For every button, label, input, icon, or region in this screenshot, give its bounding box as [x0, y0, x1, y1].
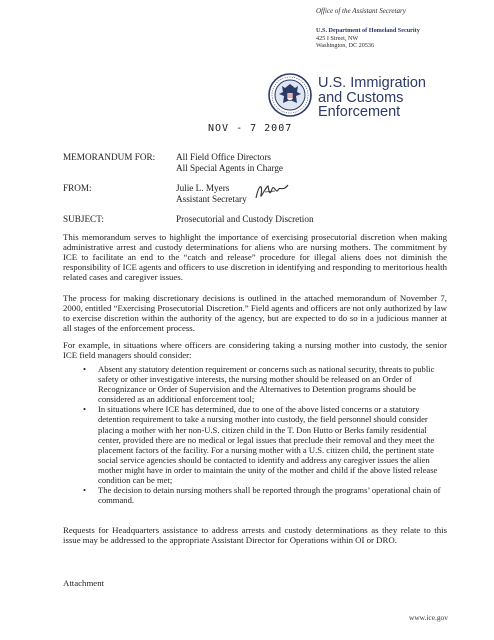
dhs-seal-icon	[268, 73, 312, 117]
list-item-text: Absent any statutory detention requirement or concerns such as national security, threats to public safety or other investigative interests, the nursing mother should be released on an Order of Recognizance or Order of Supervision and the Alternatives to Detention programs should be considered as an additional enforcement tool;	[98, 364, 435, 405]
department-name: U.S. Department of Homeland Security	[316, 27, 420, 34]
sender-title: Assistant Secretary	[176, 193, 247, 204]
paragraph-intro: This memorandum serves to highlight the importance of exercising prosecutorial discretion when making administrative arrest and custody determinations for aliens who are nursing mothers. The commitment by ICE to facilitate an end to the “catch and release” procedure for illegal aliens does not diminish the responsibility of ICE agents and officers to use discretion in identifying and responding to meritorious health related cases and caregiver issues.	[63, 232, 447, 283]
bullet-icon: •	[83, 404, 87, 415]
paragraph-closing: Requests for Headquarters assistance to address arrests and custody determinations as they relate to this issue may be addressed to the appropriate Assistant Director for Operations within OI or DRO.	[63, 525, 447, 546]
sender-name: Julie L. Myers	[176, 183, 230, 193]
office-title: Office of the Assistant Secretary	[316, 7, 406, 15]
list-item-text: In situations where ICE has determined, due to one of the above listed concerns or a statutory detention requirement to take a nursing mother into custody, the field personnel should consider placing a mother with her non-U.S. citizen child in the T. Don Hutto or Berks family residential center, provided there are no medical or legal issues that preclude their removal and they meet the placement factors of the facility. For a nursing mother with a U.S. citizen child, the pertinent state social service agencies should be contacted to identify and address any caregiver issues the alien mother might have in order to maintain the unity of the mother and child if the above listed release condition can be met;	[98, 404, 438, 486]
list-item	[63, 485, 447, 505]
attachment-label: Attachment	[63, 578, 105, 588]
recipient-line: All Special Agents in Charge	[176, 162, 284, 173]
agency-line-3: Enforcement	[318, 104, 401, 120]
website-url: www.ice.gov	[409, 613, 448, 622]
list-item	[63, 404, 447, 485]
subject-label: SUBJECT:	[63, 214, 104, 224]
city-address: Washington, DC 20536	[316, 42, 375, 50]
list-item-text: The decision to detain nursing mothers shall be reported through the programs’ operational chain of command.	[98, 485, 441, 506]
paragraph-example: For example, in situations where officers are considering taking a nursing mother into custody, the senior ICE field managers should consider:	[63, 340, 447, 361]
handwritten-signature	[253, 180, 293, 204]
from-label: FROM:	[63, 183, 92, 193]
memorandum-for-value	[176, 152, 283, 173]
paragraph-process: The process for making discretionary decisions is outlined in the attached memorandum of November 7, 2000, entitled “Exercising Prosecutorial Discretion.” Field agents and officers are not only authorized by law to exercise discretion within the authority of the agency, but are expected to do so in a judicious manner at all stages of the enforcement process.	[63, 293, 447, 334]
street-address: 425 I Street, NW	[316, 34, 359, 42]
recipient-line: All Field Office Directors	[176, 152, 271, 162]
agency-line-2: and Customs	[318, 89, 404, 106]
from-value	[176, 183, 247, 204]
agency-name	[318, 76, 426, 120]
bullet-icon: •	[83, 364, 87, 374]
list-item	[63, 364, 447, 404]
agency-line-1: U.S. Immigration	[318, 75, 426, 91]
bullet-icon: •	[83, 485, 87, 496]
address-block	[316, 27, 420, 50]
subject-value: Prosecutorial and Custody Discretion	[176, 214, 314, 224]
date-stamp: NOV - 7 2007	[208, 123, 293, 134]
considerations-list	[63, 364, 447, 505]
memorandum-for-label: MEMORANDUM FOR:	[63, 152, 156, 162]
